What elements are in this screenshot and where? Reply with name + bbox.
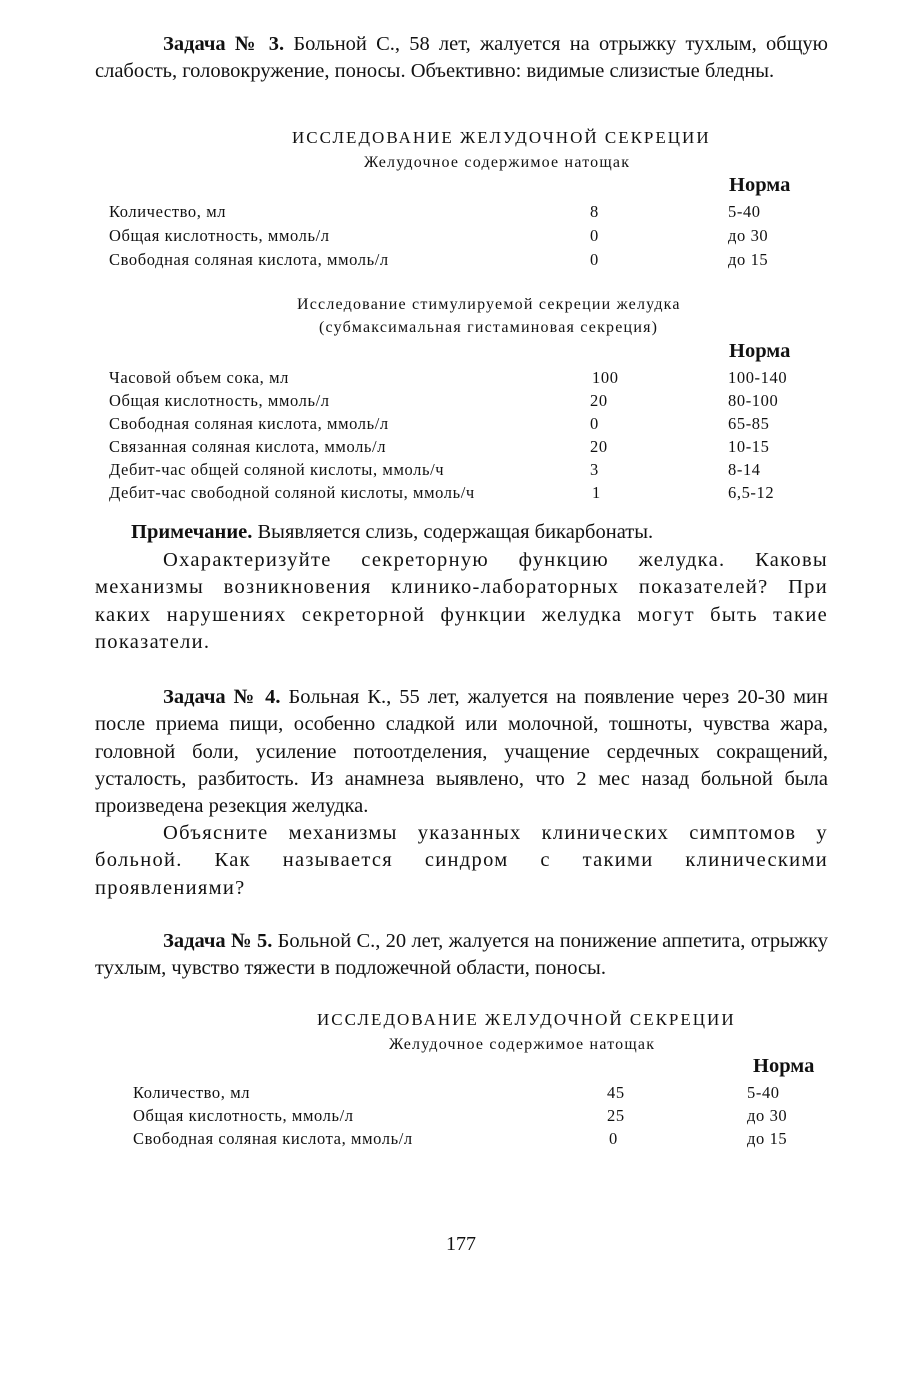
row-name: Количество, мл xyxy=(109,202,227,221)
table-row xyxy=(109,437,809,460)
row-value: 25 xyxy=(607,1106,625,1125)
row-name: Количество, мл xyxy=(133,1083,251,1102)
task4-label: Задача № 4. xyxy=(163,686,281,708)
table-row xyxy=(109,460,809,483)
task5-paragraph xyxy=(95,928,828,983)
task4-text: Больная К., 55 лет, жалуется на появление через 20-30 мин после приема пищи, особенно сладкой или молочной, тошноты, чувства жара, головной боли, усиление потоотделения, учащение сердечных сокращений, усталость, разбитость. Из анамнеза выявлено, что 2 мес назад больной была произведена резекция желудка. xyxy=(95,686,828,818)
table-row xyxy=(133,1129,833,1152)
task3-stim-title-1: Исследование стимулируемой секреции желудка xyxy=(297,296,681,313)
task3-paragraph xyxy=(95,31,828,86)
row-name: Часовой объем сока, мл xyxy=(109,368,289,387)
row-value: 0 xyxy=(590,226,599,245)
row-value: 0 xyxy=(590,414,599,433)
table-row xyxy=(109,250,809,273)
row-name: Общая кислотность, ммоль/л xyxy=(109,226,330,245)
page-number: 177 xyxy=(446,1233,476,1255)
row-value: 8 xyxy=(590,202,599,221)
row-value: 3 xyxy=(590,460,599,479)
row-value: 20 xyxy=(590,437,608,456)
task3-stim-title-2: (субмаксимальная гистаминовая секреция) xyxy=(319,319,659,336)
row-norm: 10-15 xyxy=(728,437,770,456)
row-value: 45 xyxy=(607,1083,625,1102)
row-value: 0 xyxy=(590,250,599,269)
row-value: 20 xyxy=(590,391,608,410)
row-name: Свободная соляная кислота, ммоль/л xyxy=(133,1129,413,1148)
task4-paragraph xyxy=(95,684,828,820)
row-name: Общая кислотность, ммоль/л xyxy=(109,391,330,410)
task5-text: Больной С., 20 лет, жалуется на понижение аппетита, отрыжку тухлым, чувство тяжести в подложечной области, поносы. xyxy=(95,930,828,980)
row-norm: 5-40 xyxy=(728,202,761,221)
row-norm: 65-85 xyxy=(728,414,770,433)
table-row xyxy=(133,1083,833,1106)
task5-label: Задача № 5. xyxy=(163,930,273,952)
table-row xyxy=(109,226,809,249)
task3-note xyxy=(131,519,831,546)
table-row xyxy=(133,1106,833,1129)
task3-norm-header-2: Норма xyxy=(729,340,791,362)
row-name: Дебит-час общей соляной кислоты, ммоль/ч xyxy=(109,460,445,479)
row-norm: 5-40 xyxy=(747,1083,780,1102)
task5-fasting-subheading: Желудочное содержимое натощак xyxy=(389,1036,656,1053)
row-norm: до 15 xyxy=(728,250,769,269)
task3-fasting-subheading: Желудочное содержимое натощак xyxy=(364,154,631,171)
row-name: Связанная соляная кислота, ммоль/л xyxy=(109,437,387,456)
row-norm: до 30 xyxy=(728,226,769,245)
row-name: Свободная соляная кислота, ммоль/л xyxy=(109,250,389,269)
row-norm: 100-140 xyxy=(728,368,788,387)
task3-secretion-heading: ИССЛЕДОВАНИЕ ЖЕЛУДОЧНОЙ СЕКРЕЦИИ xyxy=(292,128,711,147)
task3-question: Охарактеризуйте секреторную функцию желудка. Каковы механизмы возникновения клинико-лабораторных показателей? При каких нарушениях секреторной функции желудка могут быть такие показатели. xyxy=(95,549,828,653)
row-norm: 6,5-12 xyxy=(728,483,775,502)
row-value: 0 xyxy=(609,1129,618,1148)
table-row xyxy=(109,368,809,391)
row-name: Общая кислотность, ммоль/л xyxy=(133,1106,354,1125)
task3-text: Больной С., 58 лет, жалуется на отрыжку тухлым, общую слабость, головокружение, поносы. Объективно: видимые слизистые бледны. xyxy=(95,33,828,83)
task3-label: Задача № 3. xyxy=(163,33,285,55)
row-value: 100 xyxy=(592,368,619,387)
row-value: 1 xyxy=(592,483,601,502)
task5-secretion-heading: ИССЛЕДОВАНИЕ ЖЕЛУДОЧНОЙ СЕКРЕЦИИ xyxy=(317,1010,736,1029)
row-norm: до 15 xyxy=(747,1129,788,1148)
table-row xyxy=(109,391,809,414)
table-row xyxy=(109,483,809,506)
note-label: Примечание. xyxy=(131,521,253,543)
row-norm: до 30 xyxy=(747,1106,788,1125)
table-row xyxy=(109,202,809,225)
row-name: Свободная соляная кислота, ммоль/л xyxy=(109,414,389,433)
table-row xyxy=(109,414,809,437)
task3-norm-header-1: Норма xyxy=(729,174,791,196)
row-norm: 8-14 xyxy=(728,460,761,479)
row-name: Дебит-час свободной соляной кислоты, ммоль/ч xyxy=(109,483,475,502)
task4-question: Объясните механизмы указанных клинических симптомов у больной. Как называется синдром с такими клиническими проявлениями? xyxy=(95,822,828,899)
row-norm: 80-100 xyxy=(728,391,779,410)
note-text: Выявляется слизь, содержащая бикарбонаты. xyxy=(252,521,654,543)
task5-norm-header: Норма xyxy=(753,1055,815,1077)
